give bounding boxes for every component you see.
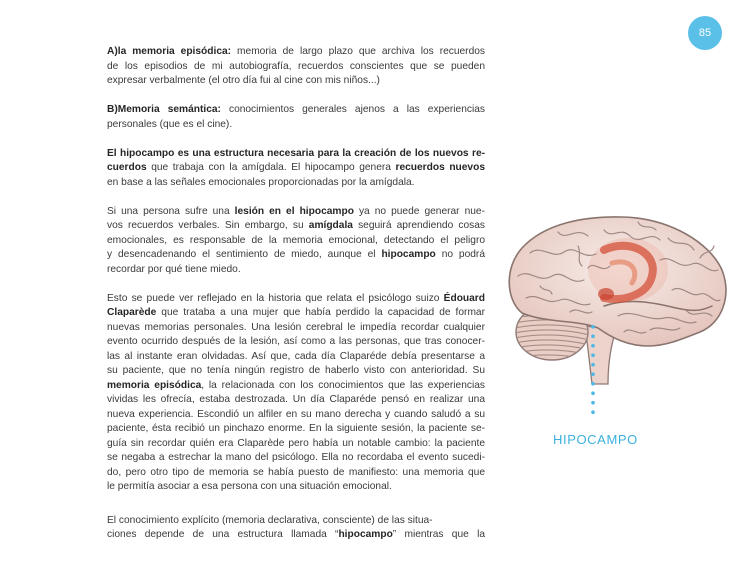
text-run: las al instante eran olvidadas. Así que, cada día Claparéde debía presentarse a (107, 350, 485, 362)
text-line (107, 147, 485, 162)
paragraph (107, 45, 485, 89)
text-line (107, 480, 485, 495)
text-run: expresar verbalmente (el otro día fui al cine con mis niños...) (107, 75, 380, 86)
text-line (107, 437, 485, 452)
bold-text-run: hipocampo (338, 529, 393, 540)
text-column (107, 45, 485, 543)
text-run: seguirá aprendiendo cosas (352, 220, 486, 231)
text-line (107, 350, 485, 365)
text-line (107, 393, 485, 408)
text-run: do, pero otro tipo de memoria se había puesto de manifiesto: una memoria que (107, 466, 485, 478)
bold-text-run: B)Memoria semántica: (107, 104, 221, 115)
page-number-badge (688, 16, 722, 50)
text-line (107, 219, 485, 234)
text-run: , la relacionada con los conocimientos que las experiencias (201, 379, 485, 391)
text-run: de los episodios de mi autobiografía, recuerdos conscientes que se pueden (107, 60, 485, 72)
text-run: recordar por qué tiene miedo. (107, 263, 241, 275)
bold-text-run: lesión en el hipocampo (234, 205, 354, 217)
bold-text-run: A)la memoria episódica: (107, 46, 232, 57)
text-line (107, 161, 485, 176)
text-line (107, 528, 485, 543)
text-run: paciente, ésta recibió un pinchazo enorme. En la siguiente sesión, la paciente se- (107, 423, 485, 434)
text-line (107, 74, 485, 89)
text-line (107, 364, 485, 379)
text-run: y desencadenando el sentimiento de miedo, aunque el (107, 249, 382, 260)
text-line (107, 45, 485, 60)
text-run: su paciente, que no tenía ningún registro de haberlo visto con anterioridad. Su (107, 365, 485, 376)
bold-text-run: amígdala (308, 220, 353, 231)
bold-text-run: El hipocampo es una estructura necesaria para la creación de los nuevos re- (107, 147, 485, 159)
paragraph (107, 147, 485, 191)
text-run: El conocimiento explícito (memoria declarativa, consciente) de las situa- (107, 514, 433, 526)
text-line (107, 205, 485, 220)
text-run: conocimientos generales ajenos a las experiencias (220, 104, 485, 115)
text-run: nueva experiencia. Escondió un alfiler en su mano derecha y cuando saludó a su (107, 408, 485, 420)
text-line (107, 176, 485, 191)
bold-text-run: recuerdos nuevos (395, 162, 485, 173)
text-line (107, 514, 485, 529)
text-line (107, 263, 485, 278)
text-run: ciones depende de una estructura llamada “ (107, 529, 339, 540)
pointer-dotted-line (590, 322, 596, 420)
text-line (107, 103, 485, 118)
bold-text-run: hipocampo (381, 249, 436, 260)
paragraph (107, 205, 485, 278)
text-run: Esto se puede ver reflejado en la historia que relata el psicólogo suizo (107, 292, 444, 304)
text-run: le permitía asociar a esa persona con una situación emocional. (107, 481, 392, 492)
bold-text-run: memoria episódica (107, 379, 202, 391)
text-run: nuevas memorias personales. Una lesión cerebral le impedía recordar cualquier (107, 321, 485, 333)
bold-text-run: cuerdos (107, 162, 147, 173)
text-run: evento ocurrido después de la lesión, así como a las personas, que tras conocer- (107, 336, 485, 347)
text-run: que trataba a una mujer que había perdido la capacidad de formar (156, 307, 485, 318)
text-run: en base a las señales emocionales proporcionadas por la amígdala. (107, 176, 415, 188)
text-line (107, 234, 485, 249)
text-run: guía sin recordar quién era Claparède pero había un notable cambio: la paciente (107, 437, 485, 449)
page-number: 85 (698, 27, 712, 39)
figure-label: HIPOCAMPO (553, 432, 638, 447)
text-run: que trabaja con la amígdala. El hipocampo genera (146, 162, 396, 173)
text-line (107, 408, 485, 423)
text-line (107, 422, 485, 437)
text-line (107, 451, 485, 466)
paragraph (107, 514, 485, 543)
text-line (107, 248, 485, 263)
text-run: no podrá (435, 249, 485, 260)
text-line (107, 292, 485, 307)
text-line (107, 335, 485, 350)
bold-text-run: Claparède (107, 307, 157, 318)
text-run: Si una persona sufre una (107, 205, 235, 217)
text-line (107, 321, 485, 336)
text-run: vos recuerdos verbales. Sin embargo, su (107, 220, 309, 231)
text-line (107, 60, 485, 75)
text-run: memoria de largo plazo que archiva los recuerdos (231, 46, 485, 57)
text-run: ya no puede generar nue- (353, 205, 485, 217)
paragraph (107, 292, 485, 495)
text-run: se negaba a estrechar la mano del psicólogo. Ella no recordaba el evento sucedi- (107, 452, 485, 463)
text-line (107, 118, 485, 133)
text-run: personales (que es el cine). (107, 118, 233, 130)
bold-text-run: Édouard (443, 292, 485, 304)
brain-illustration (500, 208, 732, 390)
paragraph (107, 103, 485, 132)
text-line (107, 379, 485, 394)
text-line (107, 306, 485, 321)
text-run: vividas les ofrecía, estaba destrozada. Un día Claparéde pensó en realizar una (107, 394, 485, 405)
text-run: ” mientras que la (392, 529, 485, 540)
text-line (107, 466, 485, 481)
text-run: emocionales, es responsable de la memoria emocional, detectando el peligro (107, 234, 485, 246)
